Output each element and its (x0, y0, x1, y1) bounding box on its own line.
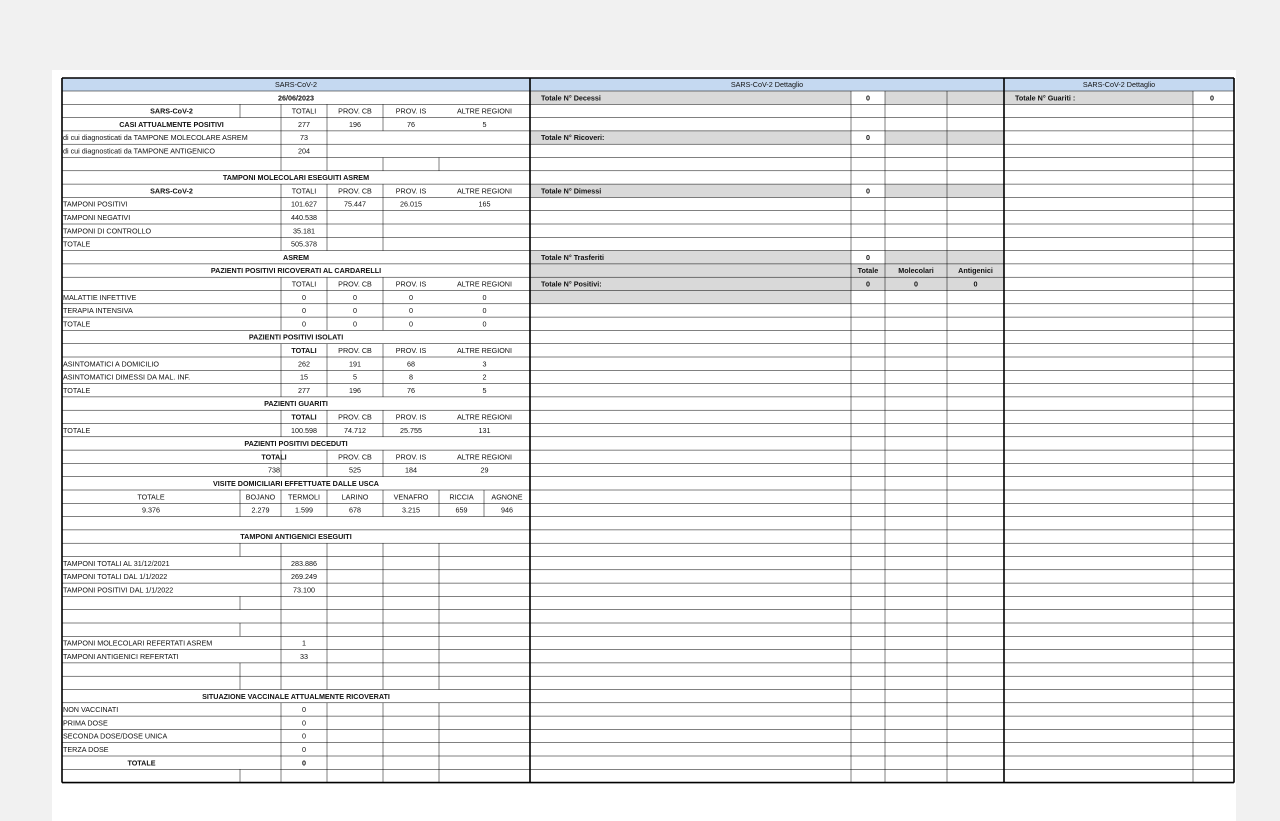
guariti-row-label: TOTALE (63, 425, 91, 435)
casi-molecolare-label: di cui diagnosticati da TAMPONE MOLECOLARE ASREM (63, 133, 248, 143)
isolati-altre: 3 (482, 359, 487, 369)
isolati-row-label: TOTALE (63, 385, 91, 395)
spreadsheet-grid (52, 70, 1236, 821)
positivi-antigenici: 0 (973, 279, 978, 289)
usca-header: AGNONE (491, 492, 523, 502)
usca-value: 946 (501, 505, 513, 515)
isolati-totale: 277 (298, 385, 310, 395)
ricoverati-altre: 0 (482, 319, 487, 329)
ricoverati-totale: 0 (302, 306, 306, 316)
refertati-row-label: TAMPONI ANTIGENICI REFERTATI (63, 651, 179, 661)
antigenici-row-label: TAMPONI TOTALI AL 31/12/2021 (63, 558, 170, 568)
casi-is: 76 (407, 119, 415, 129)
decessi-value: 0 (866, 93, 870, 103)
antigenici-value: 269.249 (291, 572, 317, 582)
casi-cb: 196 (349, 119, 361, 129)
guariti-title: PAZIENTI GUARITI (264, 399, 328, 409)
grey-row-tail (885, 91, 1004, 104)
usca-header: VENAFRO (393, 492, 429, 502)
col-totali: TOTALI (261, 452, 287, 462)
col-totali: TOTALI (291, 279, 317, 289)
usca-value: 9.376 (142, 505, 160, 515)
col-altre-regioni: ALTRE REGIONI (457, 452, 512, 462)
vaccinale-total-label: TOTALE (127, 758, 156, 768)
grey-row-tail (885, 184, 1004, 197)
guariti-is: 25.755 (400, 425, 422, 435)
isolati-totale: 15 (300, 372, 308, 382)
isolati-title: PAZIENTI POSITIVI ISOLATI (248, 332, 344, 342)
report-date: 26/06/2023 (278, 93, 314, 103)
col-prov-is: PROV. IS (395, 279, 427, 289)
right-header-title: SARS-CoV-2 Dettaglio (1082, 80, 1156, 90)
usca-value: 3.215 (402, 505, 420, 515)
grey-row-tail (885, 251, 1004, 264)
ricoverati-cb: 0 (353, 319, 357, 329)
grey-row-label (530, 291, 851, 304)
col-prov-is: PROV. IS (395, 186, 427, 196)
ricoverati-cb: 0 (353, 306, 357, 316)
molecolari-row-label: TOTALE (63, 239, 91, 249)
col-altre-regioni: ALTRE REGIONI (457, 412, 512, 422)
asrem-title: ASREM (283, 252, 309, 262)
trasferiti-label: Totale N° Trasferiti (541, 252, 605, 262)
col-totali: TOTALI (291, 106, 317, 116)
molecolari-is: 26.015 (400, 199, 422, 209)
casi-altre: 5 (482, 119, 487, 129)
vaccinale-value: 0 (302, 718, 306, 728)
refertati-row-label: TAMPONI MOLECOLARI REFERTATI ASREM (63, 638, 213, 648)
guariti-detail-label: Totale N° Guariti : (1015, 93, 1076, 103)
ricoverati-totale: 0 (302, 292, 306, 302)
isolati-altre: 5 (482, 385, 487, 395)
usca-header: RICCIA (449, 492, 474, 502)
molecolari-altre: 165 (478, 199, 491, 209)
isolati-row-label: ASINTOMATICI DIMESSI DA MAL. INF. (63, 372, 191, 382)
usca-value: 1.599 (295, 505, 313, 515)
dimessi-value: 0 (866, 186, 870, 196)
ricoverati-row-label: TERAPIA INTENSIVA (63, 306, 133, 316)
usca-header: TERMOLI (288, 492, 320, 502)
deceduti-totale: 738 (268, 465, 280, 475)
col-altre-regioni: ALTRE REGIONI (457, 186, 512, 196)
isolati-cb: 196 (349, 385, 361, 395)
molecolari-title: TAMPONI MOLECOLARI ESEGUITI ASREM (222, 173, 370, 183)
col-prov-is: PROV. IS (395, 106, 427, 116)
vaccinale-value: 0 (302, 731, 306, 741)
isolati-row-label: ASINTOMATICI A DOMICILIO (63, 359, 159, 369)
usca-title: VISITE DOMICILIARI EFFETTUATE DALLE USCA (213, 478, 379, 488)
guariti-altre: 131 (478, 425, 491, 435)
casi-title: CASI ATTUALMENTE POSITIVI (119, 119, 224, 129)
col-totali: TOTALI (291, 186, 317, 196)
deceduti-title: PAZIENTI POSITIVI DECEDUTI (244, 439, 348, 449)
molecolari-row-label: SARS-CoV-2 (150, 186, 193, 196)
molecolari-cb: 75.447 (344, 199, 366, 209)
col-molecolari: Molecolari (898, 266, 934, 276)
vaccinale-row-label: TERZA DOSE (63, 744, 109, 754)
isolati-cb: 191 (349, 359, 361, 369)
vaccinale-row-label: SECONDA DOSE/DOSE UNICA (63, 731, 168, 741)
col-prov-cb: PROV. CB (338, 452, 372, 462)
ricoverati-row-label: TOTALE (63, 319, 91, 329)
col-prov-cb: PROV. CB (338, 279, 372, 289)
spreadsheet-page (52, 70, 1236, 821)
grey-positivi-values (851, 277, 1004, 290)
usca-value: 2.279 (251, 505, 270, 515)
casi-antigenico-label: di cui diagnosticati da TAMPONE ANTIGENICO (63, 146, 215, 156)
usca-value: 659 (455, 505, 468, 515)
col-prov-cb: PROV. CB (338, 186, 372, 196)
casi-antigenico: 204 (298, 146, 310, 156)
ricoverati-totale: 0 (302, 319, 306, 329)
molecolari-totale: 505.378 (291, 239, 317, 249)
ricoverati-altre: 0 (482, 306, 487, 316)
ricoverati-is: 0 (409, 306, 413, 316)
molecolari-totale: 101.627 (291, 199, 317, 209)
vaccinale-value: 0 (302, 705, 306, 715)
ricoveri-label: Totale N° Ricoveri: (541, 133, 605, 143)
antigenici-row-label: TAMPONI TOTALI DAL 1/1/2022 (63, 572, 168, 582)
refertati-value: 33 (300, 651, 308, 661)
vaccinale-title: SITUAZIONE VACCINALE ATTUALMENTE RICOVERATI (202, 691, 390, 701)
guariti-cb: 74.712 (344, 425, 366, 435)
ricoverati-row-label: MALATTIE INFETTIVE (63, 292, 137, 302)
ricoverati-cb: 0 (353, 292, 357, 302)
col-prov-is: PROV. IS (395, 452, 427, 462)
antigenici-row-label: TAMPONI POSITIVI DAL 1/1/2022 (63, 585, 174, 595)
header-band (62, 78, 1234, 91)
ricoverati-is: 0 (409, 292, 413, 302)
trasferiti-value: 0 (866, 252, 870, 262)
grey-row-tail (885, 131, 1004, 144)
col-totale: Totale (857, 266, 879, 276)
usca-header: BOJANO (245, 492, 276, 502)
usca-header: TOTALE (137, 492, 165, 502)
casi-row-label: SARS-CoV-2 (150, 106, 193, 116)
isolati-altre: 2 (482, 372, 487, 382)
col-totali: TOTALI (291, 412, 317, 422)
col-prov-cb: PROV. CB (338, 412, 372, 422)
col-prov-cb: PROV. CB (338, 106, 372, 116)
left-header-title: SARS-CoV-2 (275, 80, 317, 90)
ricoverati-is: 0 (409, 319, 413, 329)
vaccinale-value: 0 (302, 744, 306, 754)
casi-totale: 277 (298, 119, 310, 129)
col-prov-is: PROV. IS (395, 345, 427, 355)
molecolari-totale: 440.538 (291, 212, 317, 222)
molecolari-row-label: TAMPONI POSITIVI (63, 199, 128, 209)
vaccinale-row-label: NON VACCINATI (63, 705, 119, 715)
vaccinale-total-value: 0 (302, 758, 306, 768)
casi-molecolare: 73 (300, 133, 308, 143)
deceduti-cb: 525 (349, 465, 361, 475)
antigenici-title: TAMPONI ANTIGENICI ESEGUITI (240, 532, 352, 542)
decessi-label: Totale N° Decessi (541, 93, 601, 103)
col-antigenici: Antigenici (958, 266, 993, 276)
col-totali: TOTALI (291, 345, 317, 355)
antigenici-value: 73.100 (293, 585, 315, 595)
ricoverati-altre: 0 (482, 292, 487, 302)
deceduti-altre: 29 (480, 465, 489, 475)
positivi-totale: 0 (866, 279, 870, 289)
ricoverati-title: PAZIENTI POSITIVI RICOVERATI AL CARDARELLI (210, 266, 382, 276)
col-altre-regioni: ALTRE REGIONI (457, 106, 512, 116)
col-altre-regioni: ALTRE REGIONI (457, 345, 512, 355)
isolati-is: 68 (407, 359, 415, 369)
antigenici-value: 283.886 (291, 558, 317, 568)
isolati-is: 8 (409, 372, 413, 382)
isolati-cb: 5 (353, 372, 357, 382)
col-prov-is: PROV. IS (395, 412, 427, 422)
vaccinale-row-label: PRIMA DOSE (63, 718, 108, 728)
col-altre-regioni: ALTRE REGIONI (457, 279, 512, 289)
usca-value: 678 (349, 505, 361, 515)
molecolari-totale: 35.181 (293, 226, 315, 236)
usca-header: LARINO (341, 492, 369, 502)
molecolari-row-label: TAMPONI NEGATIVI (63, 212, 131, 222)
deceduti-is: 184 (405, 465, 417, 475)
isolati-totale: 262 (298, 359, 310, 369)
middle-header-title: SARS-CoV-2 Dettaglio (730, 80, 804, 90)
guariti-totale: 100.598 (291, 425, 317, 435)
refertati-value: 1 (302, 638, 306, 648)
positivi-label: Totale N° Positivi: (541, 279, 602, 289)
molecolari-row-label: TAMPONI DI CONTROLLO (63, 226, 152, 236)
dimessi-label: Totale N° Dimessi (541, 186, 602, 196)
guariti-detail-value: 0 (1210, 93, 1214, 103)
isolati-is: 76 (407, 385, 415, 395)
col-prov-cb: PROV. CB (338, 345, 372, 355)
positivi-molecolari: 0 (914, 279, 918, 289)
ricoveri-value: 0 (866, 133, 870, 143)
